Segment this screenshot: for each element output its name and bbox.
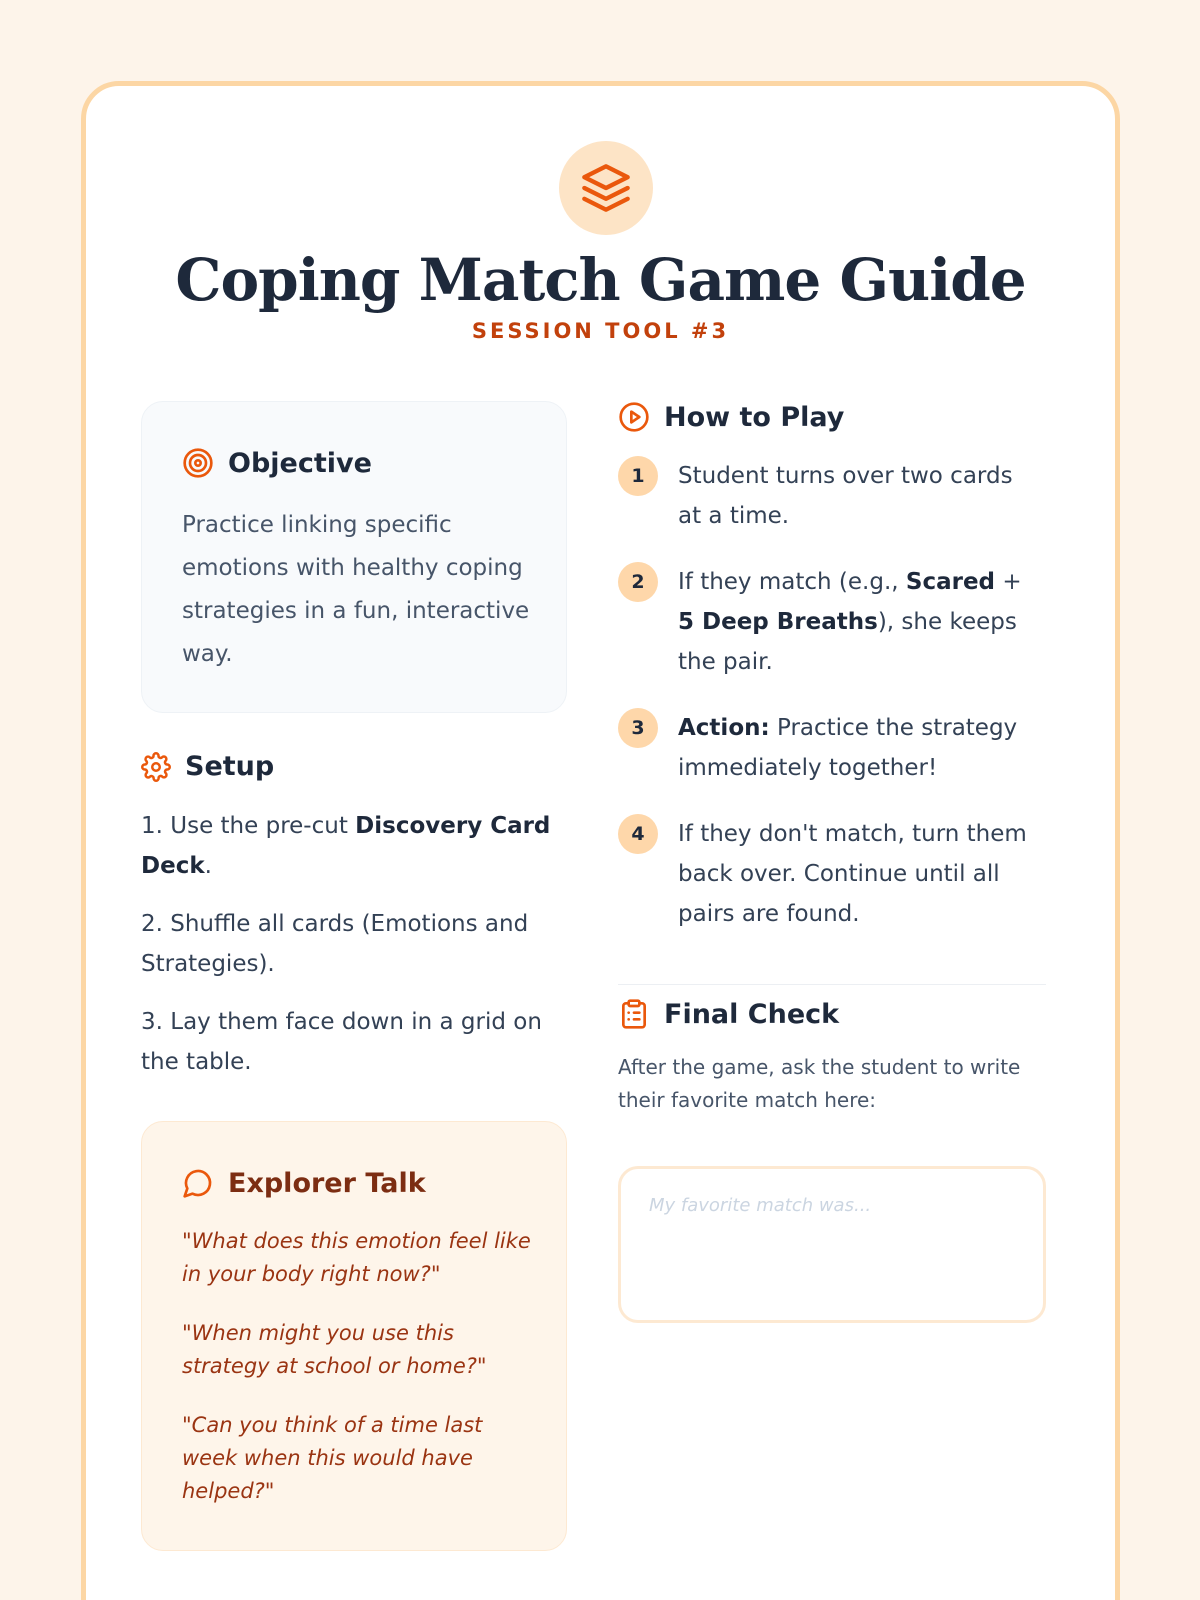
- step-text: If they don't match, turn them back over. Continue until all pairs are found.: [678, 821, 1027, 927]
- explorer-talk-heading: [182, 1167, 426, 1199]
- explorer-talk-quotes: [182, 1225, 542, 1534]
- setup-list: [141, 806, 561, 1100]
- step-number-badge: 2: [618, 562, 658, 602]
- gear-icon: [141, 752, 171, 782]
- talk-quote: "When might you use this strategy at school or home?": [182, 1321, 487, 1378]
- setup-step: [141, 806, 561, 886]
- how-to-play-heading-label: How to Play: [664, 401, 845, 433]
- explorer-talk-heading-label: Explorer Talk: [228, 1167, 426, 1199]
- step-text-bold: Scared: [905, 569, 996, 595]
- favorite-match-input[interactable]: [618, 1166, 1046, 1323]
- play-step: [618, 562, 1048, 682]
- play-step: [618, 456, 1048, 536]
- setup-step: 3. Lay them face down in a grid on the table.: [141, 1009, 542, 1075]
- step-text: [678, 708, 1038, 788]
- objective-heading: [182, 447, 372, 479]
- play-step: [618, 708, 1048, 788]
- final-check-heading: [618, 998, 839, 1030]
- how-to-play-heading: [618, 401, 844, 433]
- page-subtitle: SESSION TOOL #3: [471, 319, 730, 343]
- final-check-instructions: After the game, ask the student to write their favorite match here:: [618, 1055, 1021, 1112]
- step-number-badge: 4: [618, 814, 658, 854]
- objective-heading-label: Objective: [228, 447, 372, 479]
- step-text-part: Practice the strategy immediately together!: [678, 715, 1018, 781]
- step-text-bold: Action:: [678, 715, 770, 741]
- setup-step: 2. Shuffle all cards (Emotions and Strategies).: [141, 911, 529, 977]
- target-icon: [182, 447, 214, 479]
- step-text: Student turns over two cards at a time.: [678, 463, 1013, 529]
- step-number-badge: 1: [618, 456, 658, 496]
- setup-step-text: .: [204, 853, 212, 879]
- explorer-talk-section: [141, 1121, 567, 1551]
- setup-step-text: 1. Use the pre-cut: [141, 813, 356, 839]
- talk-quote: "Can you think of a time last week when this would have helped?": [182, 1413, 483, 1503]
- final-check-heading-label: Final Check: [664, 998, 840, 1030]
- play-circle-icon: [618, 401, 650, 433]
- objective-section: [141, 401, 567, 713]
- section-divider: [618, 984, 1046, 985]
- layers-icon: [580, 162, 632, 214]
- setup-heading: [141, 751, 274, 782]
- guide-card: [81, 81, 1120, 1600]
- how-to-play-steps: [618, 456, 1048, 960]
- setup-step-bold: Discovery Card Deck: [141, 813, 551, 879]
- logo-badge: [559, 141, 653, 235]
- talk-quote: "What does this emotion feel like in your body right now?": [182, 1229, 531, 1286]
- step-text-part: ), she keeps the pair.: [678, 609, 1017, 675]
- page-title: Coping Match Game Guide: [175, 246, 1026, 314]
- play-step: [618, 814, 1048, 934]
- step-text-part: +: [995, 569, 1022, 595]
- setup-heading-label: Setup: [185, 751, 275, 782]
- step-text-part: If they match (e.g.,: [678, 569, 906, 595]
- chat-bubble-icon: [182, 1167, 214, 1199]
- objective-text: Practice linking specific emotions with healthy coping strategies in a fun, interactive way.: [182, 512, 530, 667]
- step-text: [678, 562, 1038, 682]
- clipboard-icon: [618, 998, 650, 1030]
- step-text-bold: 5 Deep Breaths: [678, 609, 878, 635]
- step-number-badge: 3: [618, 708, 658, 748]
